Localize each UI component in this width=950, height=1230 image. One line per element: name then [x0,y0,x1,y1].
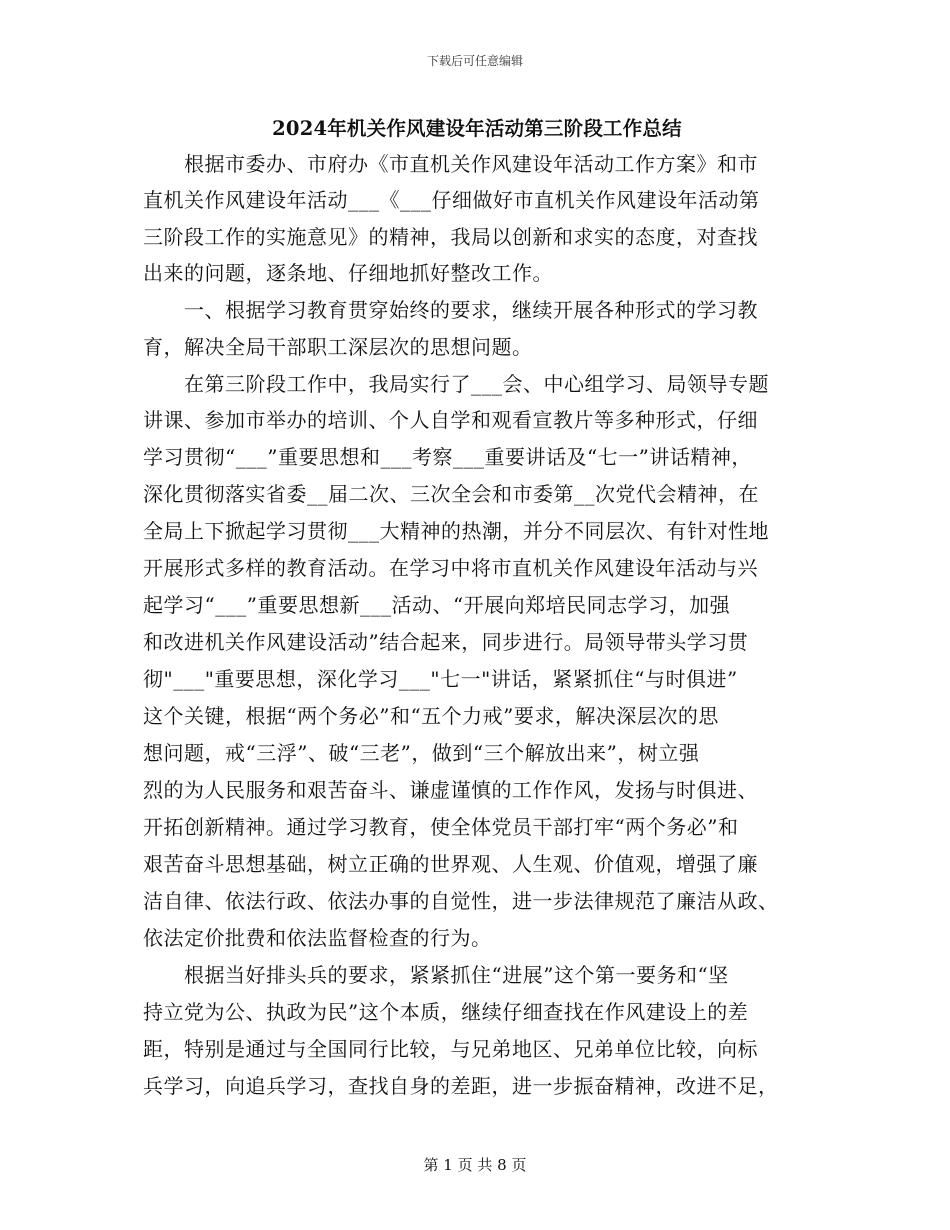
body-line: 出来的问题，逐条地、仔细地抓好整改工作。 [143,261,553,285]
page-footer: 第 1 页 共 8 页 [423,1156,527,1174]
body-line: 洁自律、依法行政、依法办事的自觉性，进一步法律规范了廉洁从政、 [143,889,779,913]
body-line: 这个关键，根据“两个务必”和“五个力戒”要求，解决深层次的思 [143,704,719,728]
body-line: 深化贯彻落实省委__届二次、三次全会和市委第__次党代会精神，在 [143,482,759,506]
body-line: 距，特别是通过与全国同行比较，与兄弟地区、兄弟单位比较，向标 [143,1037,758,1061]
body-line: 和改进机关作风建设活动”结合起来，同步进行。局领导带头学习贯 [143,630,749,654]
body-line: 想问题，戒“三浮”、破“三老”，做到“三个解放出来”，树立强 [143,741,700,765]
body-line: 开展形式多样的教育活动。在学习中将市直机关作风建设年活动与兴 [143,556,758,580]
body-line: 学习贯彻“___”重要思想和___考察___重要讲话及“七一”讲话精神， [143,445,752,469]
body-line: 依法定价批费和依法监督检查的行为。 [143,926,492,950]
body-line: 彻"___"重要思想，深化学习___"七一"讲话，紧紧抓住“与时俱进” [143,667,738,691]
body-line: 开拓创新精神。通过学习教育，使全体党员干部打牢“两个务必”和 [143,815,739,839]
body-line: 育，解决全局干部职工深层次的思想问题。 [143,335,533,359]
document-title: 2024年机关作风建设年活动第三阶段工作总结 [272,117,682,140]
page-header: 下载后可任意编辑 [426,54,523,68]
body-line: 直机关作风建设年活动___《___仔细做好市直机关作风建设年活动第 [143,188,760,212]
body-line: 持立党为公、执政为民”这个本质，继续仔细查找在作风建设上的差 [143,1000,749,1024]
body-line: 起学习“___”重要思想新___活动、“开展向郑培民同志学习，加强 [143,593,731,617]
body-line: 兵学习，向追兵学习，查找自身的差距，进一步振奋精神，改进不足， [143,1074,779,1098]
body-line: 讲课、参加市举办的培训、个人自学和观看宣教片等多种形式，仔细 [143,408,758,432]
body-line: 根据当好排头兵的要求，紧紧抓住“进展”这个第一要务和“坚 [143,963,729,987]
body-line: 三阶段工作的实施意见》的精神，我局以创新和求实的态度，对查找 [143,225,758,249]
body-line: 根据市委办、市府办《市直机关作风建设年活动工作方案》和市 [143,152,758,176]
body-line: 在第三阶段工作中，我局实行了___会、中心组学习、局领导专题 [143,372,769,396]
body-line: 烈的为人民服务和艰苦奋斗、谦虚谨慎的工作作风，发扬与时俱进、 [143,778,758,802]
body-line: 一、根据学习教育贯穿始终的要求，继续开展各种形式的学习教 [143,298,758,322]
body-line: 全局上下掀起学习贯彻___大精神的热潮，并分不同层次、有针对性地 [143,519,769,543]
body-line: 艰苦奋斗思想基础，树立正确的世界观、人生观、价值观，增强了廉 [143,852,758,876]
